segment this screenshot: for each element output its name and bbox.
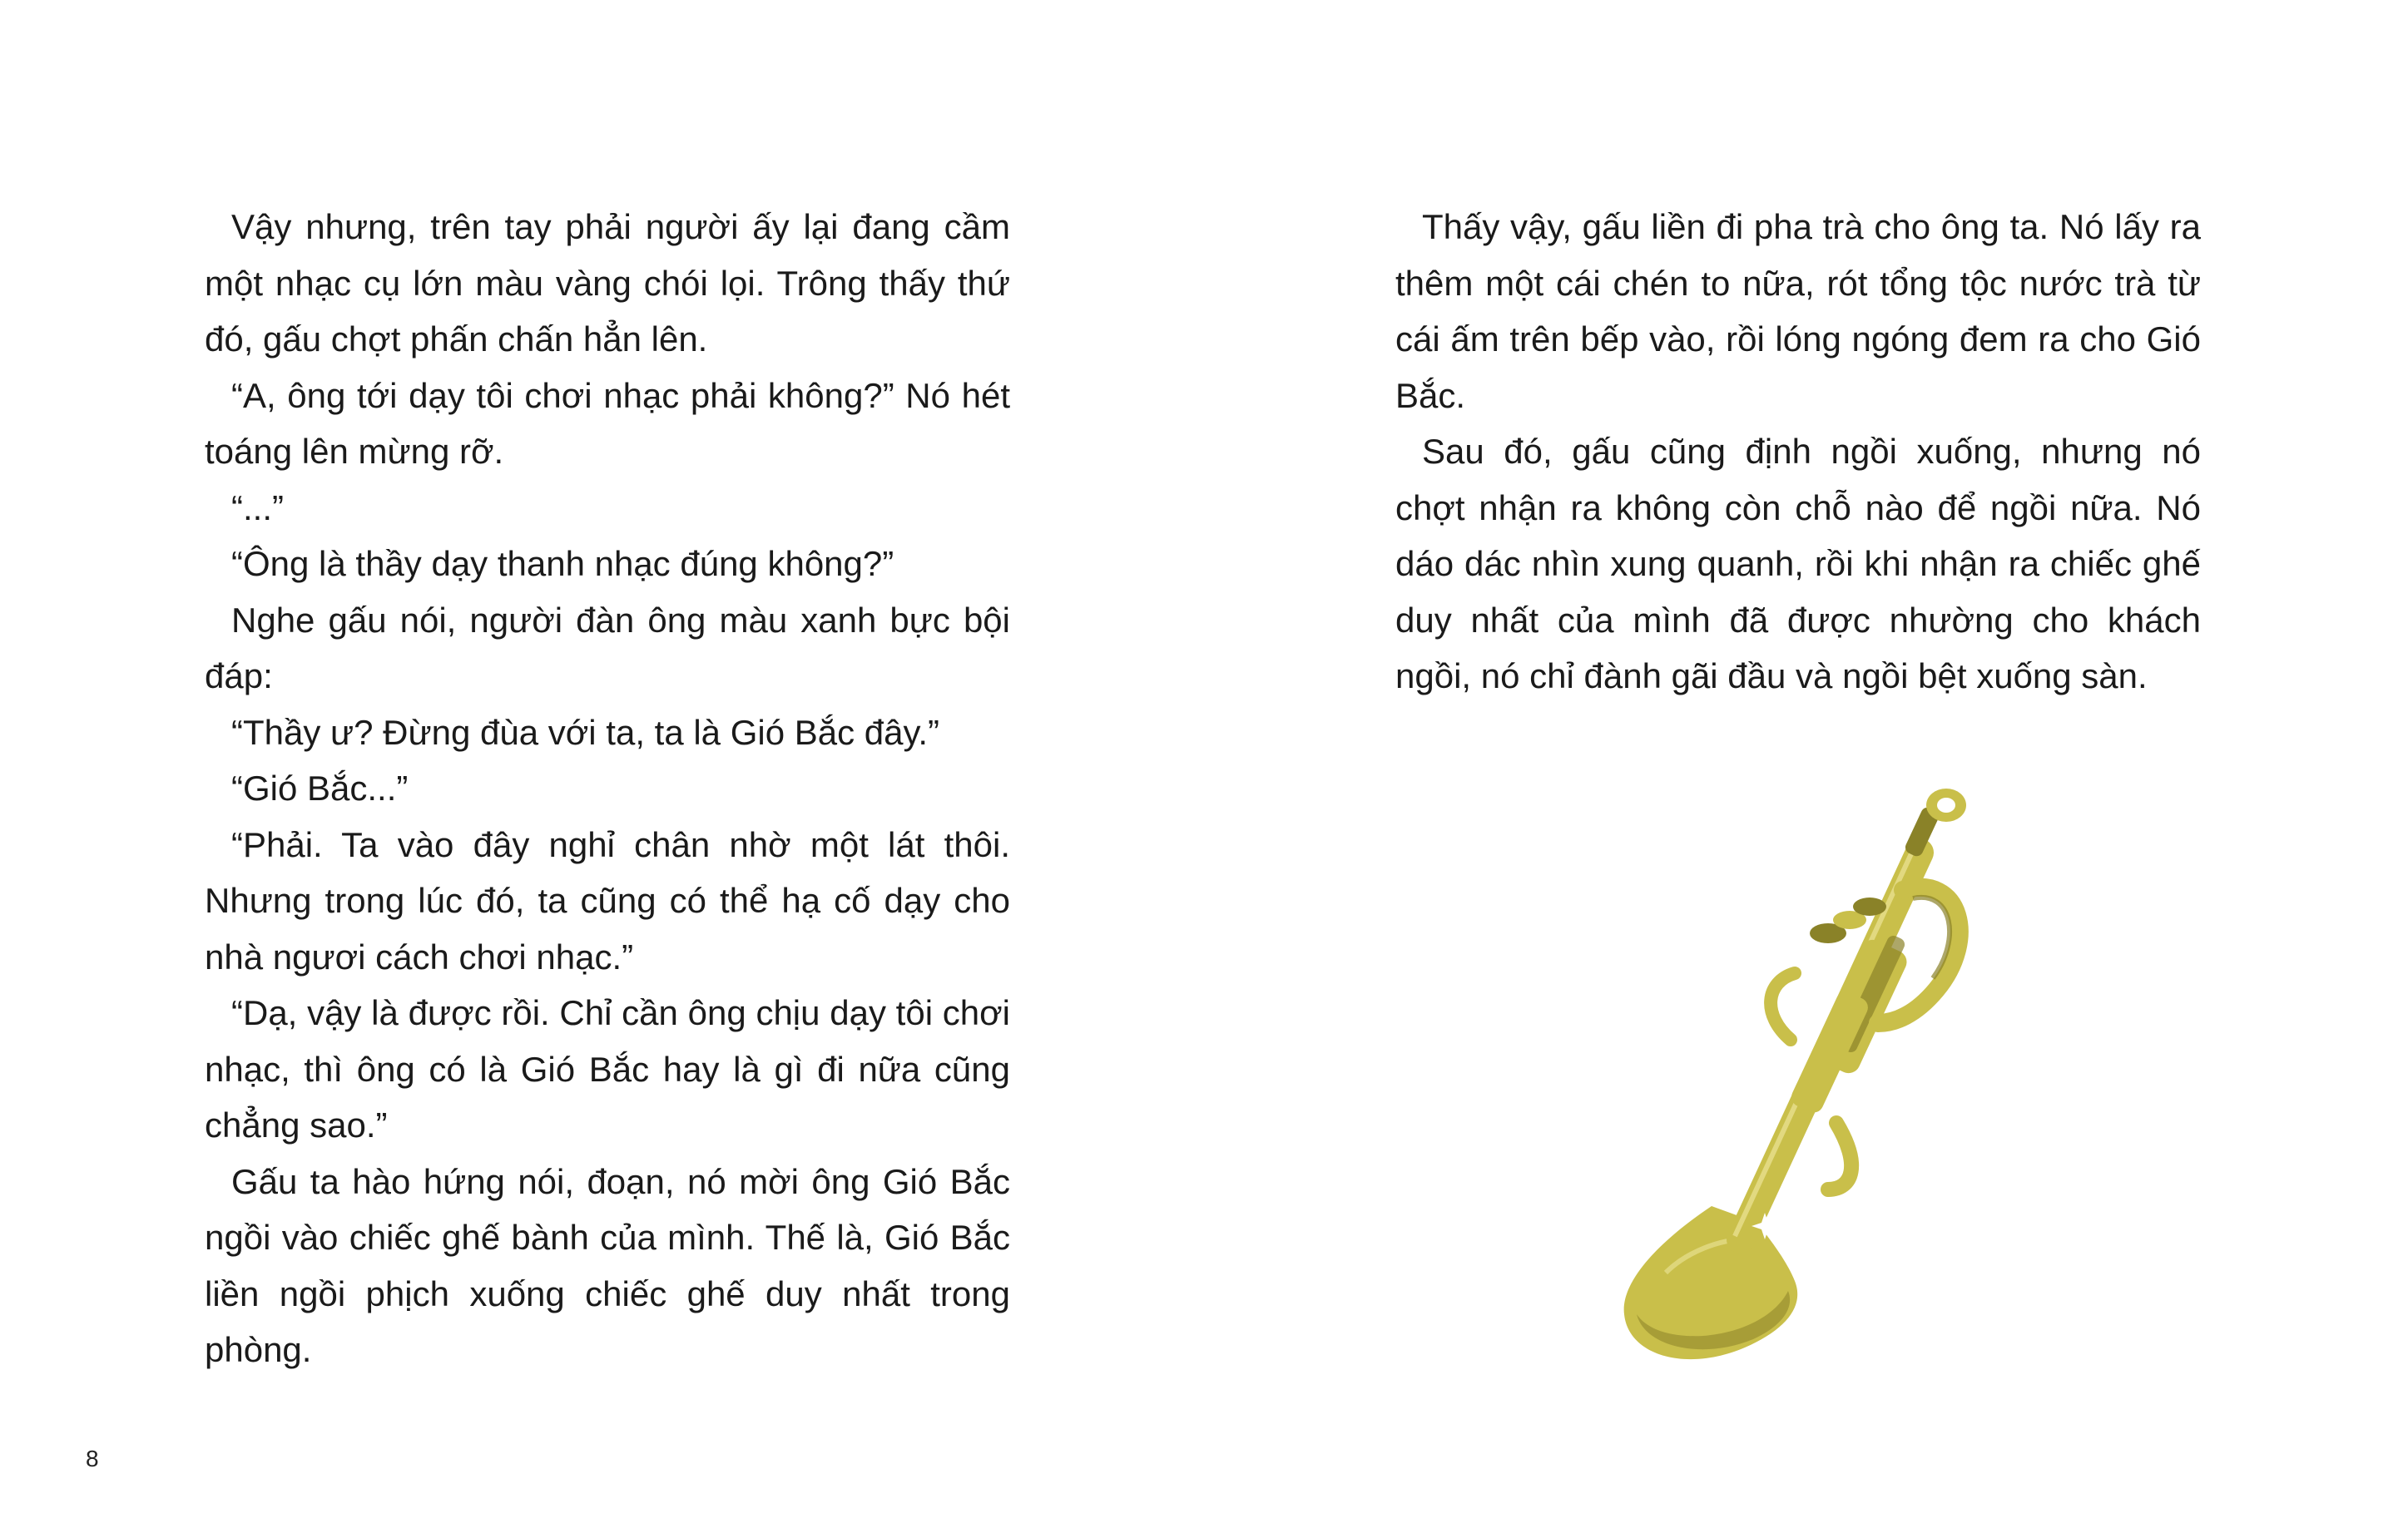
paragraph: Gấu ta hào hứng nói, đoạn, nó mời ông Gió Bắc ngồi vào chiếc ghế bành của mình. Thế là, Gió Bắc liền ngồi phịch xuống chiếc ghế duy nhất trong phòng. <box>205 1161 1010 1369</box>
paragraph: “Gió Bắc...” <box>231 769 409 808</box>
paragraph: Thấy vậy, gấu liền đi pha trà cho ông ta. Nó lấy ra thêm một cái chén to nữa, rót tổng tộc nước trà từ cái ấm trên bếp vào, rồi lóng ngóng đem ra cho Gió Bắc. <box>1395 207 2201 415</box>
paragraph: “Thầy ư? Đừng đùa với ta, ta là Gió Bắc đây.” <box>231 712 940 752</box>
paragraph: Sau đó, gấu cũng định ngồi xuống, nhưng nó chợt nhận ra không còn chỗ nào để ngồi nữa. Nó dáo dác nhìn xung quanh, rồi khi nhận ra chiếc ghế duy nhất của mình đã được nhường cho khách ngồi, nó chỉ đành gãi đầu và ngồi bệt xuống sàn. <box>1395 432 2201 695</box>
trumpet-icon <box>1587 774 2019 1381</box>
paragraph: “Dạ, vậy là được rồi. Chỉ cần ông chịu dạy tôi chơi nhạc, thì ông có là Gió Bắc hay là gì đi nữa cũng chẳng sao.” <box>205 993 1010 1145</box>
paragraph: “Phải. Ta vào đây nghỉ chân nhờ một lát thôi. Nhưng trong lúc đó, ta cũng có thể hạ cố dạy cho nhà ngươi cách chơi nhạc.” <box>205 824 1010 977</box>
paragraph: Vậy nhưng, trên tay phải người ấy lại đang cầm một nhạc cụ lớn màu vàng chói lọi. Trông thấy thứ đó, gấu chợt phấn chấn hẳn lên. <box>205 207 1010 359</box>
left-page-text <box>205 199 1010 1378</box>
page-number: 8 <box>86 1446 99 1471</box>
paragraph: “Ông là thầy dạy thanh nhạc đúng không?” <box>231 544 894 583</box>
right-page-text <box>1395 199 2201 705</box>
paragraph: “A, ông tới dạy tôi chơi nhạc phải không?” Nó hét toáng lên mừng rỡ. <box>205 375 1010 471</box>
right-page <box>1204 0 2408 1533</box>
trumpet-illustration <box>1587 774 2019 1381</box>
paragraph: “...” <box>231 487 284 527</box>
paragraph: Nghe gấu nói, người đàn ông màu xanh bực bội đáp: <box>205 600 1010 695</box>
